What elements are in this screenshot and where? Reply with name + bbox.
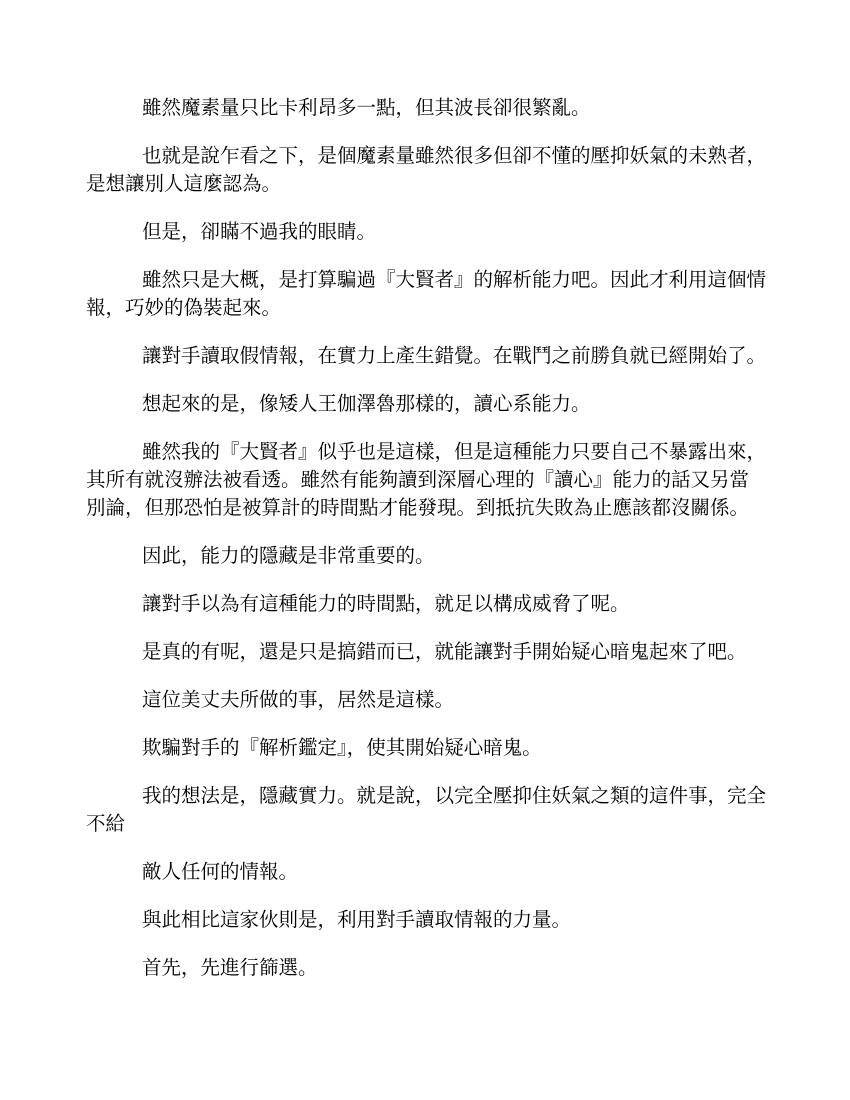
paragraph: 想起來的是，像矮人王伽澤魯那樣的，讀心系能力。 bbox=[142, 392, 591, 415]
paragraph: 我的想法是，隱藏實力。就是說，以完全壓抑住妖氣之類的這件事，完全不給 bbox=[86, 784, 767, 835]
paragraph: 欺騙對手的『解析鑑定』，使其開始疑心暗鬼。 bbox=[142, 736, 542, 759]
paragraph: 也就是說乍看之下，是個魔素量雖然很多但卻不懂的壓抑妖氣的未熟者，是想讓別人這麼認為。 bbox=[86, 144, 767, 195]
paragraph: 讓對手讀取假情報，在實力上產生錯覺。在戰鬥之前勝負就已經開始了。 bbox=[142, 344, 767, 367]
paragraph: 是真的有呢，還是只是搞錯而已，就能讓對手開始疑心暗鬼起來了吧。 bbox=[142, 640, 747, 663]
paragraph: 敵人任何的情報。 bbox=[142, 860, 299, 883]
document-body bbox=[86, 94, 766, 1002]
paragraph: 這位美丈夫所做的事，居然是這樣。 bbox=[142, 688, 455, 711]
paragraph: 讓對手以為有這種能力的時間點，就足以構成威脅了呢。 bbox=[142, 592, 630, 615]
paragraph: 雖然我的『大賢者』似乎也是這樣，但是這種能力只要自己不暴露出來，其所有就沒辦法被看透。雖然有能夠讀到深層心理的『讀心』能力的話又另當別論，但那恐怕是被算計的時間點才能發現。到抵抗失敗為止應該都沒關係。 bbox=[86, 440, 767, 519]
paragraph: 雖然只是大概，是打算騙過『大賢者』的解析能力吧。因此才利用這個情報，巧妙的偽裝起來。 bbox=[86, 268, 767, 319]
paragraph: 與此相比這家伙則是，利用對手讀取情報的力量。 bbox=[142, 908, 572, 931]
paragraph: 首先，先進行篩選。 bbox=[142, 956, 318, 979]
paragraph: 雖然魔素量只比卡利昂多一點，但其波長卻很繁亂。 bbox=[142, 96, 591, 119]
paragraph: 因此，能力的隱藏是非常重要的。 bbox=[142, 544, 435, 567]
paragraph: 但是，卻瞞不過我的眼睛。 bbox=[142, 220, 377, 243]
